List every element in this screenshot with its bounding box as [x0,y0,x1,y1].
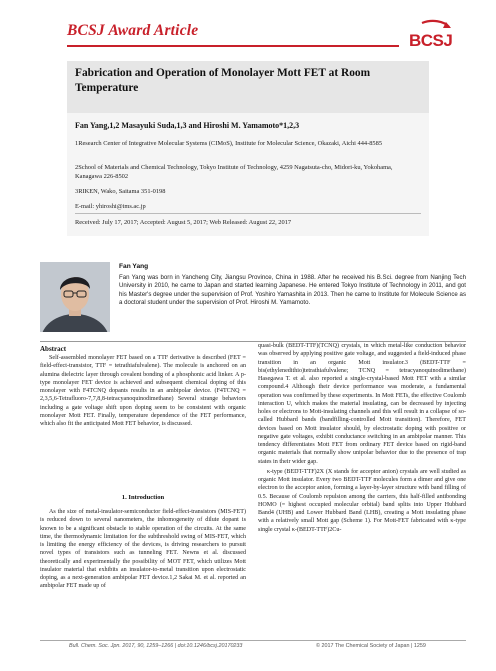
body-paragraph: κ-type (BEDT-TTF)2X (X stands for acceptor anion) crystals are well studied as organic Mott insulator. Every two BEDT-TTF molecules form a dimer and give one electron to the acceptor anion, forming a layer-by-layer structure with band filling of 0.5. Because of Coulomb repulsion among the carriers, this half-filled antibonding HOMO (= highest occupied molecular orbital) band splits into Upper Hubbard Band4 (UHB) and Lower Hubbard Band (LHB), creating a Mott insulating phase with a relatively small Mott gap (Scheme 1). For Mott-FET fabricated with κ-type single crystal κ-(BEDT-TTF)2Cu- [258,468,466,533]
copyright-footer: © 2017 The Chemical Society of Japan | 1259 [316,643,426,649]
affiliation-2: 2School of Materials and Chemical Technology, Tokyo Institute of Technology, 4259 Nagatsuta-cho, Midori-ku, Yokohama, Kanagawa 226-8502 [75,164,393,181]
right-column [258,342,466,536]
article-title: Fabrication and Operation of Monolayer Mott FET at Room Temperature [75,67,371,94]
corresponding-email[interactable]: E-mail: yhiroshi@ims.ac.jp [75,203,146,210]
abstract-text: Self-assembled monolayer FET based on a TTF derivative is described (FET = field-effect-transistor, TTF = tetrathiafulvalene). The molecule is anchored on an alumina dielectric layer through covalent bonding of a phosphonic acid linker. A p-type monolayer FET device is achieved and subsequent chemical doping of this monolayer with F4TCNQ dopants results in an ambipolar device. (F4TCNQ = 2,3,5,6-Tetrafluoro-7,7,8,8-tetracyanoquinodimethane) Several strange behaviors including a gate voltage shift upon doping seem to be consistent with organic monolayer Mott FET. Finally, temperature dependence of the FET performance, which also fit the anticipated Mott FET behavior, is discussed. [40,355,246,427]
bio-text: Fan Yang was born in Yancheng City, Jiangsu Province, China in 1988. After he received his B.Sci. degree from Nanjing Tech University in 2010, he came to Japan and started learning Japanese. He entered Tokyo Institute of Technology in 2011, and got his Master's degree under the supervision of Prof. Yoshiro Yamashita in 2013. Then he came to Institute for Molecule Science as a doctoral student under the supervision of Prof. Hiroshi M. Yamamoto. [119,274,466,306]
bio-author-name: Fan Yang [119,263,149,270]
body-paragraph: quasi-bulk (BEDT-TTF)(TCNQ) crystals, in which metal-like conduction behavior was observed by applying positive gate voltage, and suggested a field-induced phase transition in an organic Mott insulator.3 (BEDT-TTF = bis(ethylenedithio)tetrathiafulvalene; TCNQ = tetracyanoquinodimethane) Hasegawa T. et al. also reported a single-crystal-based Mott FET with a similar compound.4 Although their device performance was moderate, a fundamental operation was confirmed by these experiments. In Mott FETs, the effective Coulomb interaction U, which makes the material insulating, can be decreased by injecting holes or electrons to Mott-insulating channels and this will result in a collapse of so-called Hubbard bands (bandfilling-controlled Mott transition). Therefore, FET devices based on Mott insulator should, by electrostatic doping with positive or negative gate voltages, exhibit conductance switching in an ambipolar manner. This tendency differentiates Mott FET from ordinary FET device based on rigid-band organic materials that normally show unipolar behavior due to the presence of trap states in their wider gap. [258,343,466,465]
abstract-heading: Abstract [40,345,67,353]
footer-divider [40,640,466,641]
portrait-icon [40,262,110,332]
introduction-text: As the size of metal-insulator-semiconductor field-effect-transistors (MIS-FET) is reduced down to several nanometers, the inhomogeneity of dilute dopant is known to be a significant obstacle to stable operation of the circuits. At the same time, the thermodynamic limitation for the subthreshold swing of MIS-FET, which is limiting the energy efficiency of the devices, is driving researchers to pursuit novel types of transistors such as tunneling FET. Newns et al. discussed theoretically and experimentally the possibility of MOT FET, which utilizes Mott insulator material that exhibits an insulator-to-metal transition upon electrostatic doping, as a next-generation ambipolar FET device.1,2 Sakai M. et al. reported an ambipolar FET made up of [40,509,246,590]
publication-dates: Received: July 17, 2017; Accepted: August 5, 2017; Web Released: August 22, 2017 [75,219,292,226]
journal-logo [402,19,462,53]
author-photo [40,262,110,332]
affiliation-1: 1Research Center of Integrative Molecular Systems (CIMoS), Institute for Molecular Science, Okazaki, Aichi 444-8585 [75,140,383,147]
affiliation-3: 3RIKEN, Wako, Saitama 351-0198 [75,188,166,195]
dates-divider [75,213,421,214]
section-label: BCSJ Award Article [67,22,199,39]
header-divider [67,45,399,47]
citation-footer: Bull. Chem. Soc. Jpn. 2017, 90, 1259–1266 | doi:10.1246/bcsj.20170233 [69,643,243,649]
introduction-heading: 1. Introduction [121,494,165,501]
author-list: Fan Yang,1,2 Masayuki Suda,1,3 and Hiroshi M. Yamamoto*1,2,3 [75,121,300,130]
logo-wordmark: BCSJ [409,31,453,50]
